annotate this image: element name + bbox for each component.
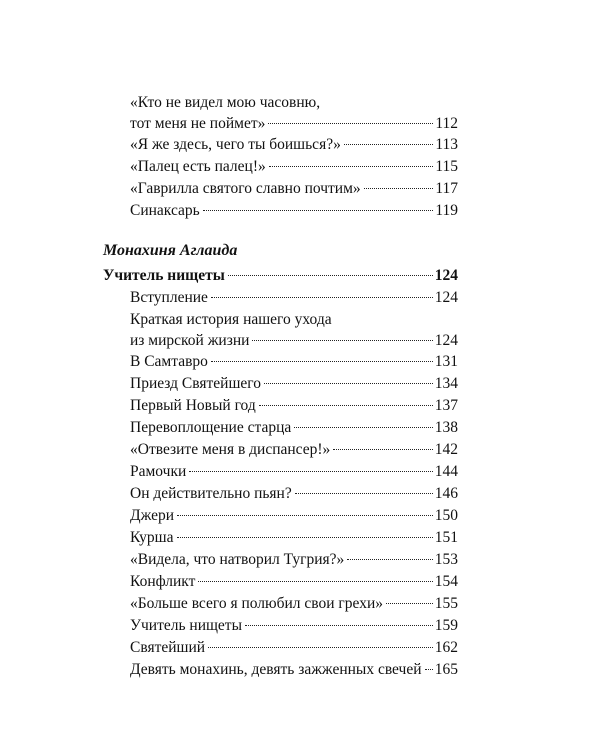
- toc-entry-line: [130, 615, 458, 636]
- toc-entry-title: Джери: [130, 507, 175, 524]
- toc-entry-line: [130, 330, 458, 351]
- dot-leader: [264, 383, 433, 384]
- toc-entry: [130, 571, 458, 592]
- toc-page-number: 131: [434, 353, 458, 370]
- toc-entry: [130, 637, 458, 658]
- toc-entry-line: [130, 571, 458, 592]
- toc-entry-line: [103, 265, 458, 286]
- toc-entry-title: В Самтавро: [130, 353, 208, 370]
- toc-section-heading: [103, 265, 458, 286]
- toc-entry-line: [130, 287, 458, 308]
- toc-page-number: 150: [434, 507, 458, 524]
- toc-entry-title: Первый Новый год: [130, 397, 256, 414]
- toc-page-number: 138: [434, 419, 458, 436]
- toc-page-number: 113: [435, 136, 458, 153]
- toc-entry: [130, 309, 458, 351]
- toc-page-number: 119: [435, 202, 458, 219]
- toc-page-number: 146: [434, 485, 458, 502]
- toc-entry: [130, 373, 458, 394]
- toc-entry: [130, 439, 458, 460]
- toc-entry-title: Учитель нищеты: [130, 617, 242, 634]
- toc-page-number: 151: [434, 529, 458, 546]
- toc-entry-line: [130, 200, 458, 221]
- dot-leader: [386, 603, 433, 604]
- toc-page-number: 159: [434, 617, 458, 634]
- toc-entry: [130, 461, 458, 482]
- toc-entry-line: [130, 461, 458, 482]
- toc-entry: [130, 505, 458, 526]
- dot-leader: [228, 275, 433, 276]
- toc-entry: [130, 395, 458, 416]
- dot-leader: [211, 297, 433, 298]
- toc-entry-title: «Гаврилла святого славно почтим»: [130, 180, 361, 197]
- toc-entry-line: [130, 134, 458, 155]
- dot-leader: [245, 625, 433, 626]
- toc-entry-title: Святейший: [130, 639, 206, 656]
- toc-entry-title: «Больше всего я полюбил свои грехи»: [130, 595, 384, 612]
- dot-leader: [268, 123, 433, 124]
- toc-entry-line: [130, 505, 458, 526]
- toc-entry-title: из мирской жизни: [130, 332, 250, 349]
- dot-leader: [203, 210, 434, 211]
- toc-entry-title: «Кто не видел мою часовню,: [130, 94, 321, 111]
- toc-page-number: 137: [434, 397, 458, 414]
- toc-entry-title: Курша: [130, 529, 174, 546]
- toc-entry-title: тот меня не поймет»: [130, 115, 266, 132]
- toc-entry-line: [130, 178, 458, 199]
- toc-page-number: 153: [434, 551, 458, 568]
- toc-entry: [130, 417, 458, 438]
- toc-page-number: 124: [434, 289, 458, 306]
- toc-entry: [130, 593, 458, 614]
- toc-entry-title: «Я же здесь, чего ты боишься?»: [130, 136, 341, 153]
- toc-entry-title: Синаксарь: [130, 202, 200, 219]
- toc-page-number: 154: [434, 573, 458, 590]
- toc-entry: [130, 134, 458, 155]
- toc-entry: [130, 178, 458, 199]
- toc-entry-line: [130, 439, 458, 460]
- dot-leader: [295, 493, 433, 494]
- dot-leader: [344, 144, 433, 145]
- toc-entry: [130, 92, 458, 134]
- toc-entry-title: Учитель нищеты: [103, 267, 225, 284]
- toc-page-number: 112: [435, 115, 458, 132]
- toc-entry-line: [130, 593, 458, 614]
- toc-entry: [130, 659, 458, 680]
- toc-entry-line: [130, 395, 458, 416]
- toc-entry: [130, 200, 458, 221]
- toc-entry: [130, 287, 458, 308]
- dot-leader: [259, 405, 433, 406]
- toc-entry: [130, 615, 458, 636]
- dot-leader: [252, 340, 432, 341]
- dot-leader: [177, 537, 433, 538]
- toc-entry-title: Перевоплощение старца: [130, 419, 292, 436]
- toc-entry-title: Вступление: [130, 289, 208, 306]
- toc-entry-line: [130, 483, 458, 504]
- toc-entry-line: [130, 417, 458, 438]
- toc-entry-line: [130, 549, 458, 570]
- toc-page-number: 165: [434, 661, 458, 678]
- toc-page-number: 155: [434, 595, 458, 612]
- author-heading: Монахиня Аглаида: [103, 242, 238, 259]
- toc-entry-title: «Отвезите меня в диспансер!»: [130, 441, 331, 458]
- dot-leader: [198, 581, 432, 582]
- dot-leader: [189, 471, 432, 472]
- toc-page-number: 115: [435, 158, 458, 175]
- dot-leader: [347, 559, 432, 560]
- toc-entry-title: Он действительно пьян?: [130, 485, 292, 502]
- toc-entry: [130, 483, 458, 504]
- toc-entry-line: [130, 113, 458, 134]
- toc-page-number: 142: [434, 441, 458, 458]
- toc-entry-title: «Палец есть палец!»: [130, 158, 266, 175]
- toc-entry: [130, 156, 458, 177]
- toc-page-number: 162: [434, 639, 458, 656]
- toc-entry-title: Краткая история нашего ухода: [130, 311, 332, 328]
- toc-entry-title: Девять монахинь, девять зажженных свечей: [130, 661, 422, 678]
- toc-entry-title: Конфликт: [130, 573, 196, 590]
- toc-page-number: 134: [434, 375, 458, 392]
- toc-entry: [130, 549, 458, 570]
- dot-leader: [208, 647, 433, 648]
- dot-leader: [177, 515, 433, 516]
- toc-entry-line: [130, 659, 458, 680]
- dot-leader: [269, 166, 434, 167]
- toc-page-number: 144: [434, 463, 458, 480]
- toc-entry-line: [130, 373, 458, 394]
- toc-entry-line: [130, 527, 458, 548]
- dot-leader: [211, 361, 433, 362]
- toc-entry-line: [130, 351, 458, 372]
- toc-entry-line: [130, 637, 458, 658]
- toc-entry-title: Приезд Святейшего: [130, 375, 261, 392]
- toc-entry-title: «Видела, что натворил Тугрия?»: [130, 551, 345, 568]
- toc-entry-line: [130, 156, 458, 177]
- toc-page-number: 124: [434, 332, 458, 349]
- toc-page-number: 124: [434, 267, 458, 284]
- toc-page-number: 117: [435, 180, 458, 197]
- toc-entry: [130, 527, 458, 548]
- toc-entry: [130, 351, 458, 372]
- dot-leader: [294, 427, 432, 428]
- dot-leader: [425, 669, 433, 670]
- dot-leader: [333, 449, 432, 450]
- toc-entry-title: Рамочки: [130, 463, 187, 480]
- dot-leader: [364, 188, 434, 189]
